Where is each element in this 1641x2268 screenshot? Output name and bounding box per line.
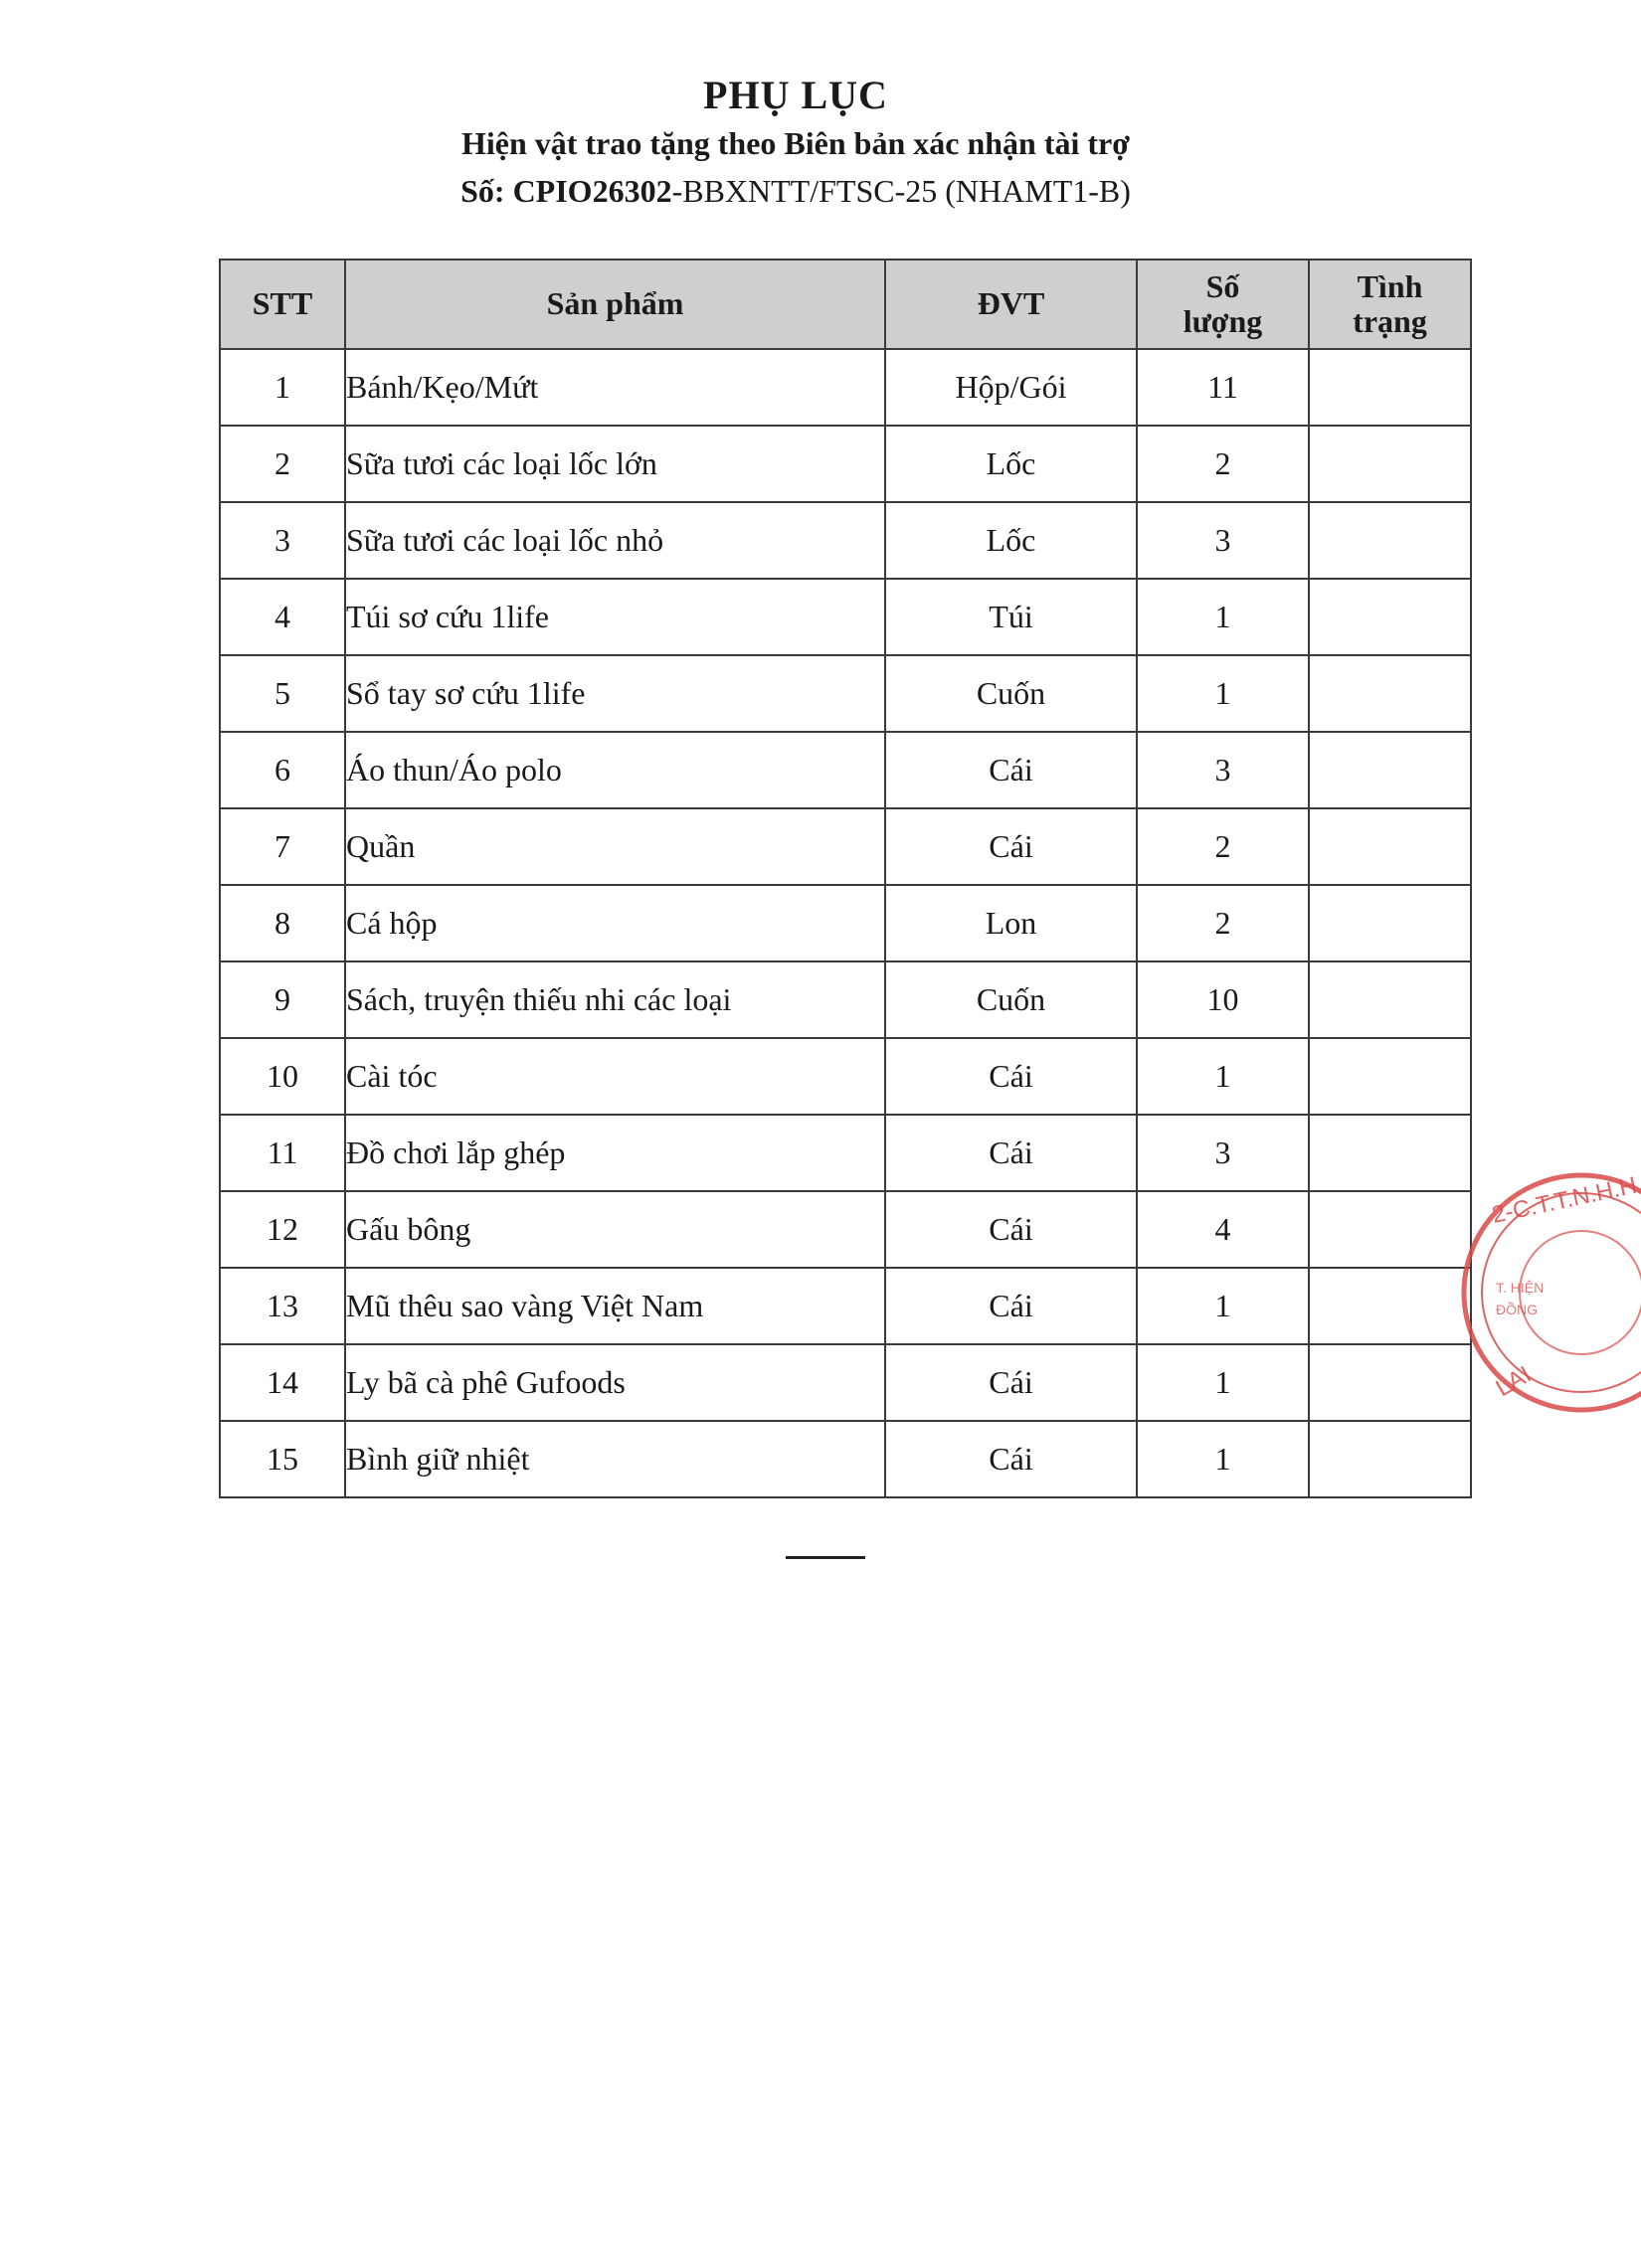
cell-stt: 10 <box>220 1038 345 1115</box>
table-row <box>220 1268 1471 1344</box>
cell-status <box>1309 655 1471 732</box>
company-seal-stamp <box>1432 1143 1641 1442</box>
cell-status <box>1309 426 1471 502</box>
cell-quantity: 1 <box>1137 1421 1309 1497</box>
table-row <box>220 1191 1471 1268</box>
table-row <box>220 961 1471 1038</box>
table-row <box>220 808 1471 885</box>
table-row <box>220 732 1471 808</box>
end-divider <box>786 1556 865 1559</box>
cell-product: Cài tóc <box>345 1038 885 1115</box>
cell-product: Sổ tay sơ cứu 1life <box>345 655 885 732</box>
cell-stt: 5 <box>220 655 345 732</box>
cell-product: Gấu bông <box>345 1191 885 1268</box>
table-row <box>220 1344 1471 1421</box>
cell-unit: Cái <box>885 732 1137 808</box>
cell-quantity: 3 <box>1137 1115 1309 1191</box>
cell-unit: Cuốn <box>885 655 1137 732</box>
cell-unit: Cái <box>885 1344 1137 1421</box>
table-row <box>220 1421 1471 1497</box>
cell-status <box>1309 1038 1471 1115</box>
cell-quantity: 3 <box>1137 502 1309 579</box>
items-table <box>219 259 1472 1498</box>
cell-stt: 2 <box>220 426 345 502</box>
document-reference <box>0 173 1591 210</box>
cell-stt: 11 <box>220 1115 345 1191</box>
cell-status <box>1309 502 1471 579</box>
svg-text:T. HIỆN: T. HIỆN <box>1496 1280 1545 1296</box>
cell-product: Sách, truyện thiếu nhi các loại <box>345 961 885 1038</box>
cell-unit: Cái <box>885 1191 1137 1268</box>
cell-product: Mũ thêu sao vàng Việt Nam <box>345 1268 885 1344</box>
cell-unit: Cái <box>885 1115 1137 1191</box>
cell-quantity: 2 <box>1137 426 1309 502</box>
cell-quantity: 1 <box>1137 655 1309 732</box>
cell-unit: Lốc <box>885 502 1137 579</box>
cell-stt: 7 <box>220 808 345 885</box>
header-product: Sản phẩm <box>345 260 885 349</box>
cell-status <box>1309 732 1471 808</box>
header-status <box>1309 260 1471 349</box>
cell-quantity: 1 <box>1137 1038 1309 1115</box>
cell-stt: 9 <box>220 961 345 1038</box>
cell-unit: Lon <box>885 885 1137 961</box>
reference-suffix: -BBXNTT/FTSC-25 (NHAMT1-B) <box>671 173 1131 209</box>
cell-status <box>1309 579 1471 655</box>
cell-quantity: 11 <box>1137 349 1309 426</box>
cell-stt: 1 <box>220 349 345 426</box>
cell-unit: Hộp/Gói <box>885 349 1137 426</box>
document-title: PHỤ LỤC <box>703 73 888 117</box>
svg-text:ĐỒNG: ĐỒNG <box>1496 1302 1538 1317</box>
cell-stt: 4 <box>220 579 345 655</box>
cell-unit: Cuốn <box>885 961 1137 1038</box>
cell-quantity: 4 <box>1137 1191 1309 1268</box>
table-row <box>220 426 1471 502</box>
table-row <box>220 349 1471 426</box>
cell-quantity: 2 <box>1137 808 1309 885</box>
cell-stt: 14 <box>220 1344 345 1421</box>
cell-unit: Túi <box>885 579 1137 655</box>
cell-unit: Cái <box>885 808 1137 885</box>
cell-unit: Lốc <box>885 426 1137 502</box>
header-unit: ĐVT <box>885 260 1137 349</box>
table-row <box>220 579 1471 655</box>
header-quantity-line1: Số <box>1205 267 1240 304</box>
header-stt: STT <box>220 260 345 349</box>
cell-quantity: 1 <box>1137 1268 1309 1344</box>
cell-product: Bánh/Kẹo/Mứt <box>345 349 885 426</box>
header-status-line1: Tình <box>1357 267 1423 304</box>
cell-status <box>1309 961 1471 1038</box>
cell-product: Áo thun/Áo polo <box>345 732 885 808</box>
table-row <box>220 1038 1471 1115</box>
cell-product: Quần <box>345 808 885 885</box>
svg-text:2-C.T.T.N.H.H: 2-C.T.T.N.H.H <box>1489 1171 1640 1229</box>
cell-quantity: 2 <box>1137 885 1309 961</box>
cell-stt: 6 <box>220 732 345 808</box>
cell-status <box>1309 349 1471 426</box>
header-status-line2: trạng <box>1353 303 1427 339</box>
reference-prefix: Số: CPIO26302 <box>460 173 672 209</box>
cell-stt: 12 <box>220 1191 345 1268</box>
cell-quantity: 10 <box>1137 961 1309 1038</box>
cell-quantity: 1 <box>1137 579 1309 655</box>
table-row <box>220 502 1471 579</box>
cell-product: Sữa tươi các loại lốc lớn <box>345 426 885 502</box>
cell-stt: 15 <box>220 1421 345 1497</box>
cell-unit: Cái <box>885 1038 1137 1115</box>
cell-stt: 3 <box>220 502 345 579</box>
cell-quantity: 3 <box>1137 732 1309 808</box>
table-header-row <box>220 260 1471 349</box>
cell-unit: Cái <box>885 1268 1137 1344</box>
cell-product: Túi sơ cứu 1life <box>345 579 885 655</box>
cell-status <box>1309 808 1471 885</box>
cell-status <box>1309 885 1471 961</box>
cell-product: Đồ chơi lắp ghép <box>345 1115 885 1191</box>
cell-stt: 13 <box>220 1268 345 1344</box>
cell-product: Bình giữ nhiệt <box>345 1421 885 1497</box>
cell-product: Sữa tươi các loại lốc nhỏ <box>345 502 885 579</box>
header-quantity-line2: lượng <box>1183 303 1263 339</box>
table-row <box>220 1115 1471 1191</box>
document-subtitle: Hiện vật trao tặng theo Biên bản xác nhận tài trợ <box>461 125 1130 161</box>
svg-text:LAI: LAI <box>1491 1360 1537 1403</box>
cell-product: Cá hộp <box>345 885 885 961</box>
table-row <box>220 885 1471 961</box>
cell-quantity: 1 <box>1137 1344 1309 1421</box>
cell-unit: Cái <box>885 1421 1137 1497</box>
table-row <box>220 655 1471 732</box>
cell-product: Ly bã cà phê Gufoods <box>345 1344 885 1421</box>
cell-stt: 8 <box>220 885 345 961</box>
header-quantity <box>1137 260 1309 349</box>
